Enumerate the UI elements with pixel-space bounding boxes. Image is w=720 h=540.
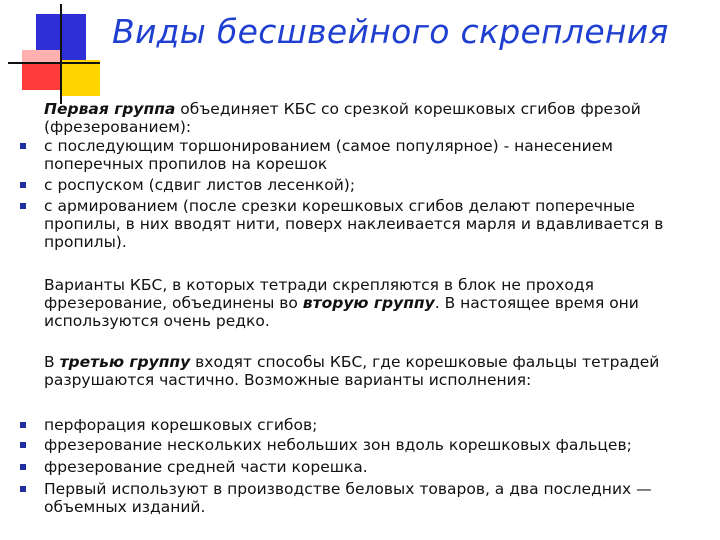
bullet-icon — [20, 203, 26, 209]
bullet-icon — [20, 464, 26, 470]
list-item-text: Первый используют в производстве беловых товаров, а два последних — объемных изданий. — [44, 480, 652, 516]
group1-paragraph — [44, 100, 684, 136]
slide-title: Виды бесшвейного скрепления — [112, 12, 669, 51]
list-item-text: перфорация корешковых сгибов; — [44, 416, 318, 434]
group2-lead: вторую группу — [302, 294, 435, 312]
decor-horizontal-line — [8, 62, 100, 64]
group1-lead: Первая группа — [44, 100, 176, 118]
list-item-text: с роспуском (сдвиг листов лесенкой); — [44, 176, 356, 194]
bullet-icon — [20, 422, 26, 428]
group3-lead: третью группу — [59, 353, 191, 371]
group2-text-before: Варианты КБС, в которых тетради скрепляются в блок не проходя фрезерование, объединены во — [44, 276, 594, 312]
group2-paragraph — [44, 276, 684, 330]
group3-text-after: входят способы КБС, где корешковые фальцы тетрадей разрушаются частично. Возможные варианты исполнения: — [44, 353, 660, 389]
list-item-text: фрезерование средней части корешка. — [44, 458, 368, 476]
bullet-icon — [20, 182, 26, 188]
group1-text: объединяет КБС со срезкой корешковых сгибов фрезой (фрезерованием): — [44, 100, 641, 136]
list-item-text: фрезерование нескольких небольших зон вдоль корешковых фальцев; — [44, 436, 632, 454]
group3-paragraph — [44, 353, 684, 389]
bullet-icon — [20, 143, 26, 149]
decor-yellow-square — [60, 60, 100, 96]
bullet-icon — [20, 442, 26, 448]
group3-text-before: В — [44, 353, 60, 371]
decor-pink-strip — [22, 50, 60, 62]
bullet-icon — [20, 486, 26, 492]
decor-vertical-line — [60, 4, 62, 104]
group2-text-after: . В настоящее время они используются очень редко. — [44, 294, 639, 330]
list-item-text: с последующим торшонированием (самое популярное) - нанесением поперечных пропилов на корешок — [44, 137, 613, 173]
list-item-text: с армированием (после срезки корешковых сгибов делают поперечные пропилы, в них вводят нити, поверх наклеивается марля и вдавливается в пропилы). — [44, 197, 664, 251]
